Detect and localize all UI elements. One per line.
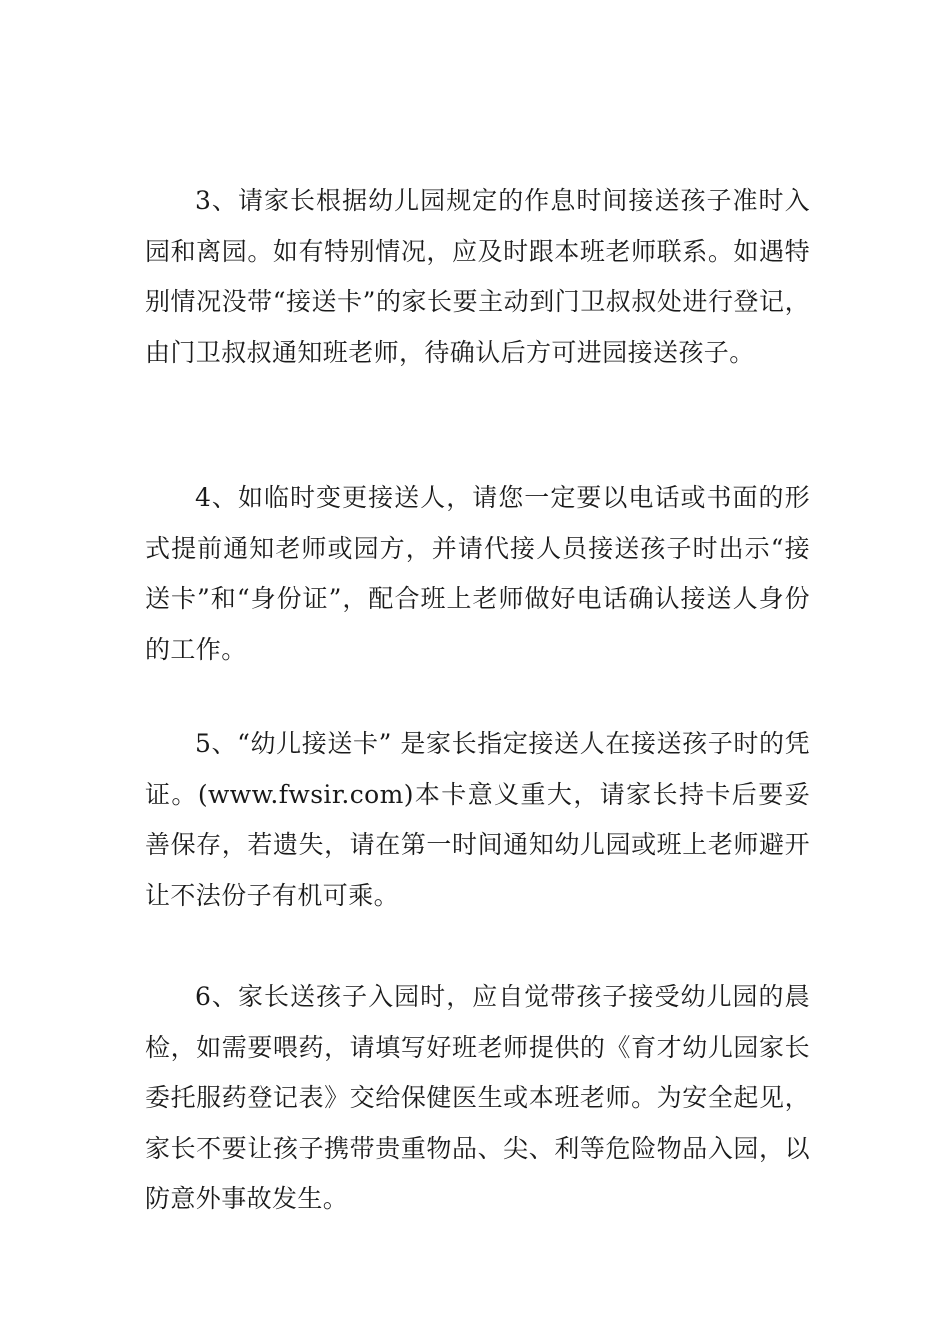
paragraph-item-3: 3、请家长根据幼儿园规定的作息时间接送孩子准时入园和离园。如有特别情况，应及时跟本班老师联系。如遇特别情况没带“接送卡”的家长要主动到门卫叔叔处进行登记，由门卫叔叔通知班老师，待确认后方可进园接送孩子。 bbox=[145, 186, 810, 367]
paragraph-item-5: 5、“幼儿接送卡” 是家长指定接送人在接送孩子时的凭证。(www.fwsir.com)本卡意义重大，请家长持卡后要妥善保存，若遗失，请在第一时间通知幼儿园或班上老师避开让不法份子有机可乘。 bbox=[145, 729, 810, 910]
paragraph-item-4: 4、如临时变更接送人，请您一定要以电话或书面的形式提前通知老师或园方，并请代接人员接送孩子时出示“接送卡”和“身份证”，配合班上老师做好电话确认接送人身份的工作。 bbox=[145, 483, 810, 664]
paragraph-item-6: 6、家长送孩子入园时，应自觉带孩子接受幼儿园的晨检，如需要喂药，请填写好班老师提供的《育才幼儿园家长委托服药登记表》交给保健医生或本班老师。为安全起见，家长不要让孩子携带贵重物品、尖、利等危险物品入园，以防意外事故发生。 bbox=[145, 982, 810, 1213]
